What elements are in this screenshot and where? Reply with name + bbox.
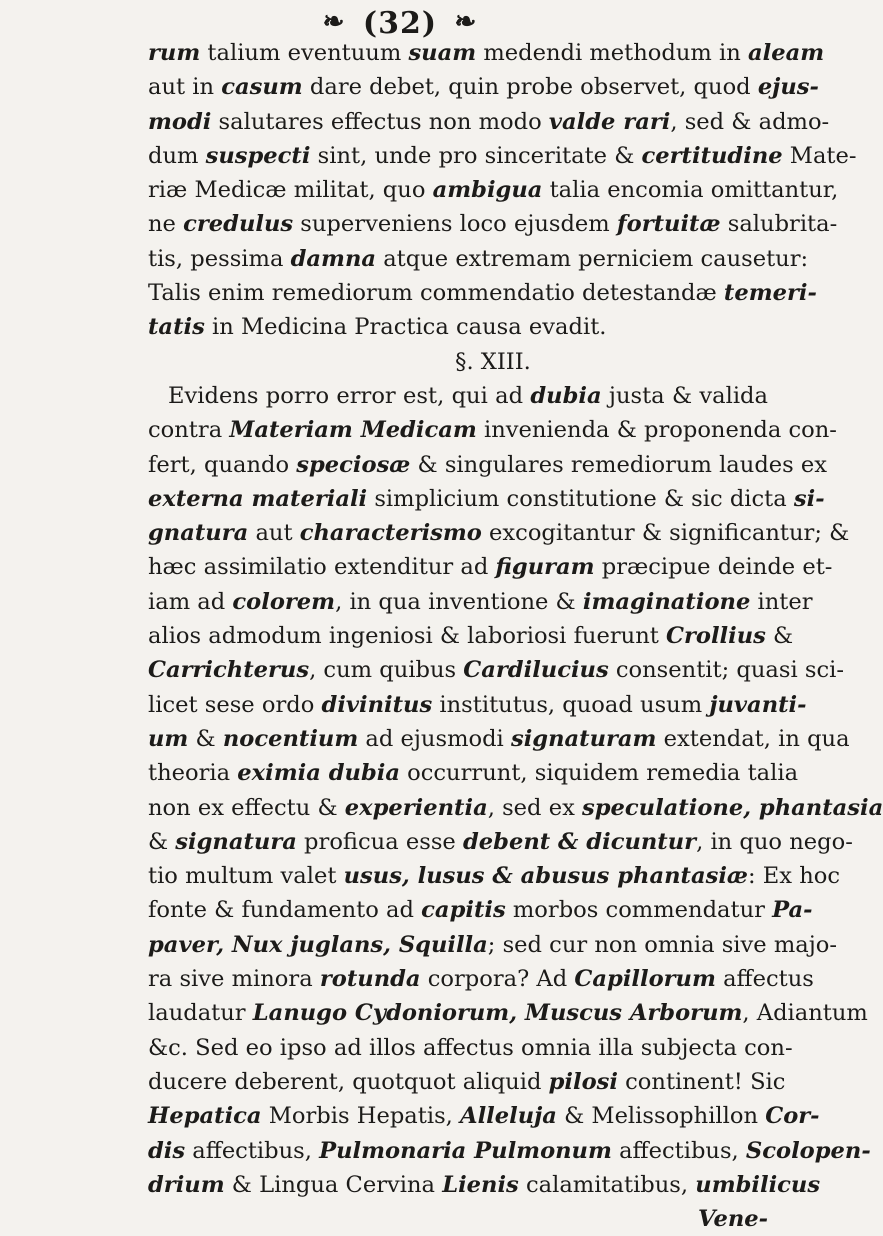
text-segment: &c. Sed eo ipso ad illos affectus omnia illa subjecta con- [148,1034,793,1061]
italic-term: gnatura [148,520,249,547]
body-text [148,36,883,1236]
text-line [148,791,883,825]
text-line [148,1099,820,1133]
ornament-right-icon: ❧ [454,7,478,37]
italic-term: paver, Nux juglans, Squilla [148,931,488,958]
italic-term: ambigua [432,177,543,204]
italic-term: Scolopen- [745,1137,871,1164]
italic-term: pilosi [548,1068,618,1095]
text-segment: ducere deberent, quotquot aliquid [148,1068,549,1095]
text-line [148,756,799,790]
text-segment: , sed ex [487,794,582,821]
italic-term: drium [148,1171,225,1198]
text-segment: , sed & admo- [670,108,830,135]
italic-term: credulus [183,211,294,238]
italic-term: Capillorum [574,966,716,993]
italic-term: capitis [421,897,506,924]
italic-term: usus, lusus & abusus phantasiæ [343,863,748,890]
italic-term: rum [148,40,201,66]
text-segment: talia encomia omittantur, [542,177,839,204]
italic-term: Crollius [666,623,766,650]
italic-term: valde rari [548,108,671,135]
text-line [148,242,809,276]
text-segment: iam ad [148,588,233,615]
text-segment: talium eventuum [200,40,409,66]
section-heading [148,345,768,379]
italic-term: Alleluja [460,1103,557,1130]
text-segment: riæ Medicæ militat, quo [148,177,433,204]
text-segment: præcipue deinde et- [594,554,833,581]
italic-term: externa materiali [148,485,368,512]
text-segment: , in quo nego- [696,828,853,855]
text-segment: non ex effectu & [148,794,345,821]
italic-term: dubia [530,382,602,409]
text-segment: calamitatibus, [518,1171,696,1198]
text-segment: & Lingua Cervina [224,1171,443,1198]
italic-term: colorem [232,588,336,615]
text-segment: occurrunt, siquidem remedia talia [399,760,799,787]
italic-term: si- [793,485,825,512]
italic-term: debent & dicuntur [462,828,697,855]
text-segment: consentit; quasi sci- [608,657,844,684]
text-line [148,928,837,962]
text-line [148,1031,793,1065]
text-line [148,70,819,104]
italic-term: suspecti [205,142,311,169]
text-line [148,722,850,756]
text-line [148,310,768,344]
text-line [148,1168,821,1202]
italic-term: Pa- [772,897,813,924]
catchword: Vene- [697,1206,768,1233]
text-line [148,688,807,722]
text-segment: fert, quando [148,451,297,478]
text-segment: affectibus, [611,1137,746,1164]
text-segment: & [765,623,794,650]
text-line [148,962,814,996]
text-segment: continent! Sic [617,1068,786,1095]
italic-term: damna [290,245,377,272]
text-line [148,482,825,516]
text-segment: , cum quibus [309,657,464,684]
text-segment: tio multum valet [148,863,344,890]
text-segment: invenienda & proponenda con- [476,417,837,444]
text-segment: corpora? Ad [420,966,575,993]
text-segment: salutares effectus non modo [211,108,549,135]
text-segment: fonte & fundamento ad [148,897,422,924]
italic-term: modi [148,108,212,135]
italic-term: certitudine [641,142,783,169]
text-segment: medendi methodum in [476,40,748,66]
text-segment: ne [148,211,184,238]
text-line [148,893,813,927]
text-segment: & [188,725,223,752]
text-segment: justa & valida [601,382,768,409]
text-segment: : Ex hoc [747,863,841,890]
text-segment: aut in [148,74,222,101]
text-segment: salubrita- [720,211,838,238]
text-segment: Mate- [782,142,857,169]
italic-term: Cor- [765,1103,820,1130]
text-line [148,1134,871,1168]
italic-term: speculatione, phantasia [582,794,883,821]
text-segment: licet sese ordo [148,691,322,718]
text-line [148,173,839,207]
text-segment: inter [750,588,813,615]
italic-term: eximia dubia [237,760,400,787]
italic-term: aleam [747,40,825,66]
text-line [148,413,837,447]
text-segment: Morbis Hepatis, [261,1103,461,1130]
text-segment: & singulares remediorum laudes ex [410,451,828,478]
text-line [148,550,833,584]
text-line [148,105,830,139]
italic-term: experientia [344,794,488,821]
text-segment: Evidens porro error est, qui ad [168,382,531,409]
text-segment: laudatur [148,1000,253,1027]
text-line [148,859,841,893]
text-segment: in Medicina Practica causa evadit. [204,314,607,341]
text-line [148,1065,786,1099]
text-segment: dare debet, quin probe observet, quod [302,74,758,101]
text-segment: ra sive minora [148,966,320,993]
italic-term: speciosæ [296,451,411,478]
italic-term: Lienis [442,1171,519,1198]
text-line [148,36,825,70]
italic-term: tatis [148,314,205,341]
italic-term: casum [221,74,303,101]
italic-term: nocentium [222,725,359,752]
italic-term: signaturam [510,725,657,752]
text-segment: ; sed cur non omnia sive majo- [487,931,837,958]
italic-term: Carrichterus [148,657,310,684]
text-segment: & [148,828,176,855]
text-line [148,585,813,619]
text-segment: extendat, in qua [656,725,850,752]
text-segment: affectibus, [185,1137,320,1164]
catchword-line [148,1202,768,1236]
italic-term: divinitus [321,691,433,718]
text-segment: & Melissophillon [556,1103,766,1130]
text-line [148,276,817,310]
italic-term: Pulmonaria Pulmonum [319,1137,612,1164]
text-line [148,996,868,1030]
text-segment: alios admodum ingeniosi & laboriosi fuerunt [148,623,667,650]
italic-term: imaginatione [582,588,751,615]
text-segment: dum [148,142,206,169]
italic-term: figuram [495,554,595,581]
italic-term: dis [148,1137,186,1164]
text-segment: , in qua inventione & [335,588,583,615]
italic-term: fortuitæ [616,211,721,238]
text-line [148,448,828,482]
text-segment: aut [248,520,300,547]
ornament-left-icon: ❧ [322,7,346,37]
italic-term: umbilicus [695,1171,821,1198]
text-segment: contra [148,417,230,444]
text-segment: sint, unde pro sinceritate & [310,142,642,169]
text-segment: simplicium constitutione & sic dicta [367,485,794,512]
text-segment: proficua esse [296,828,463,855]
italic-term: Materiam Medicam [229,417,477,444]
text-segment: , Adiantum [742,1000,868,1027]
text-segment: superveniens loco ejusdem [293,211,617,238]
text-line [148,207,838,241]
text-line [148,139,857,173]
italic-term: Lanugo Cydoniorum, Muscus Arborum [252,1000,743,1027]
text-line [148,516,850,550]
italic-term: rotunda [319,966,421,993]
text-segment: morbos commendatur [505,897,773,924]
text-line [148,825,853,859]
italic-term: signatura [175,828,297,855]
text-segment: excogitantur & significantur; & [481,520,850,547]
italic-term: ejus- [757,74,819,101]
text-line [148,619,794,653]
text-line [148,653,844,687]
text-segment: hæc assimilatio extenditur ad [148,554,496,581]
italic-term: juvanti- [709,691,807,718]
italic-term: Hepatica [148,1103,262,1130]
text-segment: Talis enim remediorum commendatio detestandæ [148,280,724,307]
text-segment: institutus, quoad usum [432,691,710,718]
page-number: (32) [362,6,438,41]
italic-term: characterismo [299,520,482,547]
italic-term: temeri- [723,280,817,307]
text-segment: affectus [715,966,814,993]
text-segment: §. XIII. [455,348,531,375]
text-segment: tis, pessima [148,245,291,272]
italic-term: Cardilucius [463,657,609,684]
text-segment: theoria [148,760,238,787]
text-line [148,379,768,413]
italic-term: suam [408,40,477,66]
italic-term: um [148,725,189,752]
text-segment: atque extremam perniciem causetur: [376,245,809,272]
text-segment: ad ejusmodi [358,725,511,752]
